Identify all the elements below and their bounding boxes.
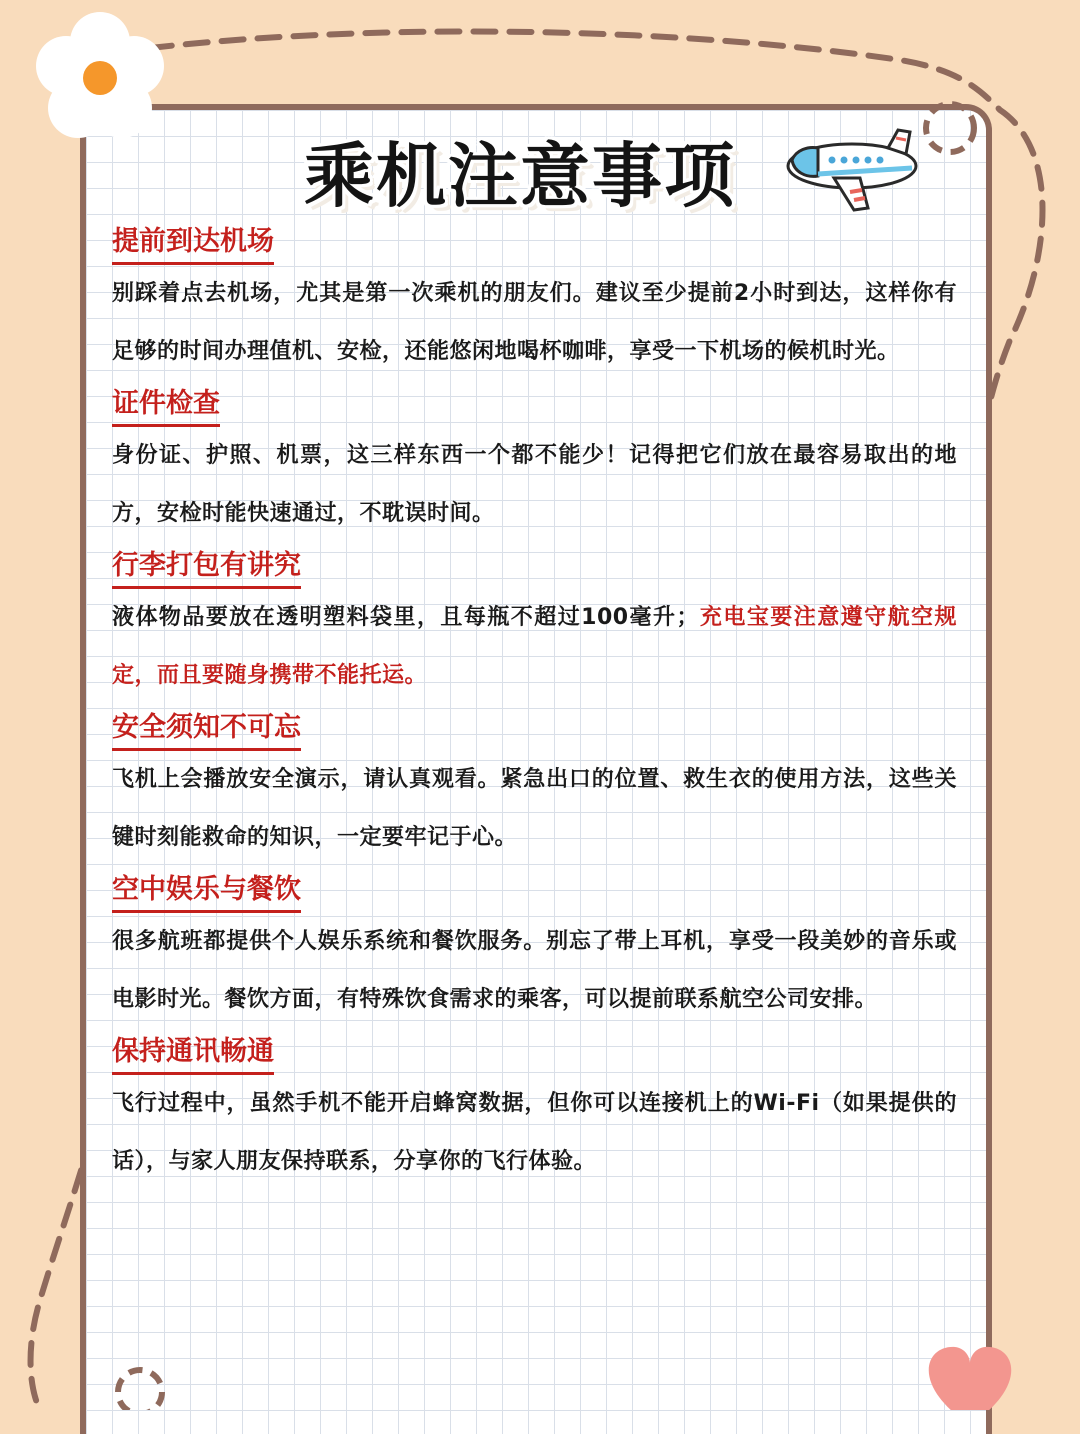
section-safety (112, 708, 957, 866)
section-documents (112, 384, 957, 542)
section-arrive-early (112, 222, 957, 380)
content (112, 222, 957, 1194)
section-luggage (112, 546, 957, 704)
section-text: 别踩着点去机场，尤其是第一次乘机的朋友们。建议至少提前2小时到达，这样你有足够的时间办理值机、安检，还能悠闲地喝杯咖啡，享受一下机场的候机时光。 (112, 281, 957, 364)
section-heading: 提前到达机场 (112, 222, 274, 265)
section-text: 很多航班都提供个人娱乐系统和餐饮服务。别忘了带上耳机，享受一段美妙的音乐或电影时光。餐饮方面，有特殊饮食需求的乘客，可以提前联系航空公司安排。 (112, 929, 957, 1012)
section-heading: 空中娱乐与餐饮 (112, 870, 301, 913)
section-text: 飞机上会播放安全演示，请认真观看。紧急出口的位置、救生衣的使用方法，这些关键时刻能救命的知识，一定要牢记于心。 (112, 767, 957, 850)
page-title: 乘机注意事项 (304, 134, 736, 217)
flower-icon (36, 12, 164, 138)
highlight-text: 充电宝要注意遵守航空规定，而且要随身携带不能托运。 (112, 605, 957, 688)
section-text: 飞行过程中，虽然手机不能开启蜂窝数据，但你可以连接机上的Wi-Fi（如果提供的话），与家人朋友保持联系，分享你的飞行体验。 (112, 1091, 957, 1174)
section-text: 液体物品要放在透明塑料袋里，且每瓶不超过100毫升；充电宝要注意遵守航空规定，而且要随身携带不能托运。 (112, 605, 957, 688)
section-heading: 保持通讯畅通 (112, 1032, 274, 1075)
section-communication (112, 1032, 957, 1190)
section-heading: 行李打包有讲究 (112, 546, 301, 589)
section-text: 身份证、护照、机票，这三样东西一个都不能少！记得把它们放在最容易取出的地方，安检时能快速通过，不耽误时间。 (112, 443, 957, 526)
section-heading: 证件检查 (112, 384, 220, 427)
heart-icon (929, 1347, 1012, 1410)
section-heading: 安全须知不可忘 (112, 708, 301, 751)
dashed-ring-bottom-icon (118, 1370, 162, 1410)
section-entertainment (112, 870, 957, 1028)
airplane-icon (782, 126, 924, 218)
